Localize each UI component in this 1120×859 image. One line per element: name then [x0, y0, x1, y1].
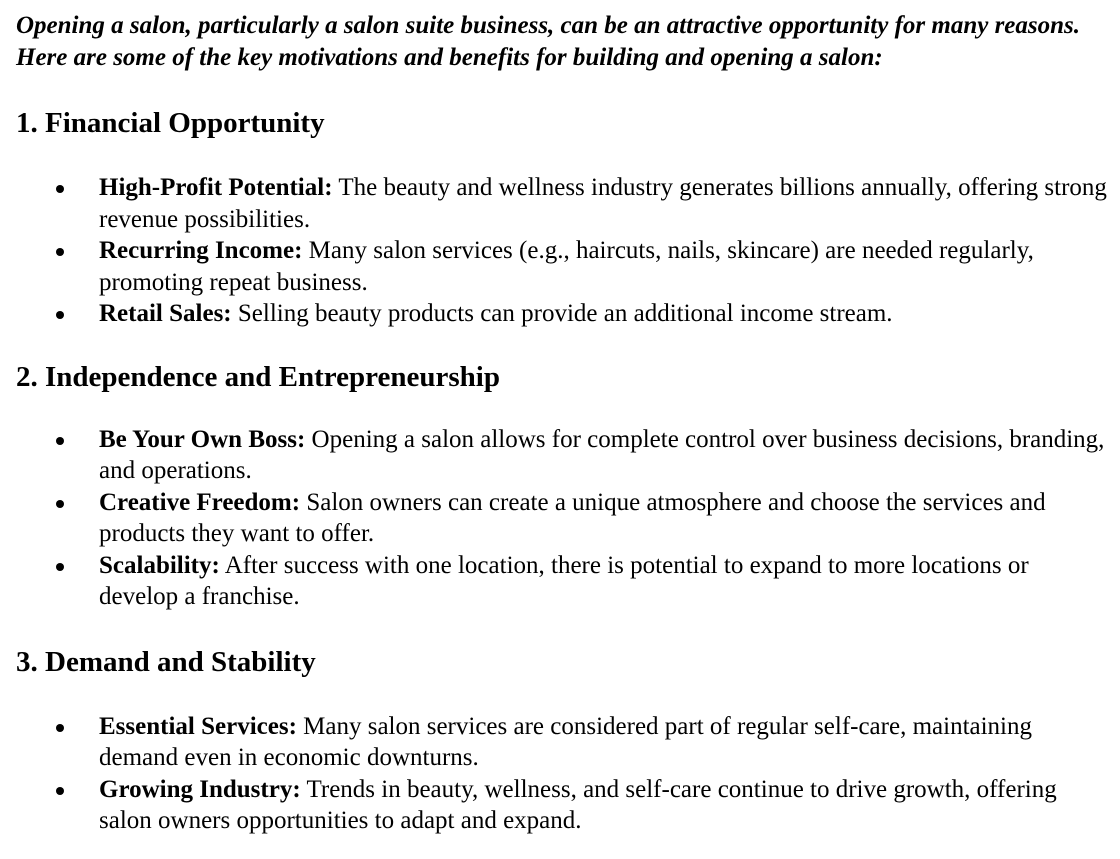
section-heading-independence-and-entrepreneurship: 2. Independence and Entrepreneurship — [16, 360, 500, 393]
bullet-list-financial-opportunity — [16, 172, 1112, 330]
list-item — [16, 711, 1112, 774]
list-item — [16, 424, 1112, 487]
bullet-icon — [56, 563, 64, 571]
item-text: Many salon services are considered part of regular self-care, maintaining demand even in economic downturns. — [99, 712, 1032, 771]
item-term: Creative Freedom: — [99, 488, 301, 516]
list-item — [16, 298, 1112, 330]
item-text: Trends in beauty, wellness, and self-care continue to drive growth, offering salon owners opportunities to adapt and expand. — [99, 775, 1057, 834]
item-term: Growing Industry: — [99, 775, 301, 803]
item-term: Retail Sales: — [99, 300, 232, 327]
list-item — [16, 235, 1112, 298]
list-item — [16, 774, 1112, 837]
item-text: After success with one location, there is potential to expand to more locations or develop a franchise. — [99, 551, 1029, 610]
bullet-icon — [56, 787, 64, 795]
list-item — [16, 172, 1112, 235]
bullet-icon — [56, 724, 64, 732]
list-item — [16, 487, 1112, 550]
bullet-icon — [56, 248, 64, 256]
bullet-icon — [56, 311, 64, 319]
intro-paragraph: Opening a salon, particularly a salon suite business, can be an attractive opportunity for many reasons. Here are some of the key motivations and benefits for building and opening a salon: — [16, 12, 1081, 71]
item-text: Salon owners can create a unique atmosphere and choose the services and products they want to offer. — [99, 488, 1046, 547]
item-text: Opening a salon allows for complete control over business decisions, branding, and operations. — [99, 425, 1105, 484]
bullet-list-independence-and-entrepreneurship — [16, 424, 1112, 613]
section-heading-demand-and-stability: 3. Demand and Stability — [16, 645, 316, 678]
item-text: Selling beauty products can provide an additional income stream. — [231, 300, 893, 327]
item-term: Essential Services: — [99, 712, 297, 740]
item-text: Many salon services (e.g., haircuts, nails, skincare) are needed regularly, promoting repeat business. — [99, 237, 1034, 296]
item-term: Be Your Own Boss: — [99, 425, 306, 453]
bullet-list-demand-and-stability — [16, 711, 1112, 837]
section-heading-financial-opportunity: 1. Financial Opportunity — [16, 107, 325, 139]
item-term: High-Profit Potential: — [99, 174, 333, 201]
item-term: Recurring Income: — [99, 237, 303, 264]
list-item — [16, 550, 1112, 613]
bullet-icon — [56, 185, 64, 193]
bullet-icon — [56, 500, 64, 508]
bullet-icon — [56, 437, 64, 445]
item-text: The beauty and wellness industry generates billions annually, offering strong revenue possibilities. — [99, 174, 1107, 233]
item-term: Scalability: — [99, 551, 220, 579]
document-page — [16, 10, 1112, 837]
